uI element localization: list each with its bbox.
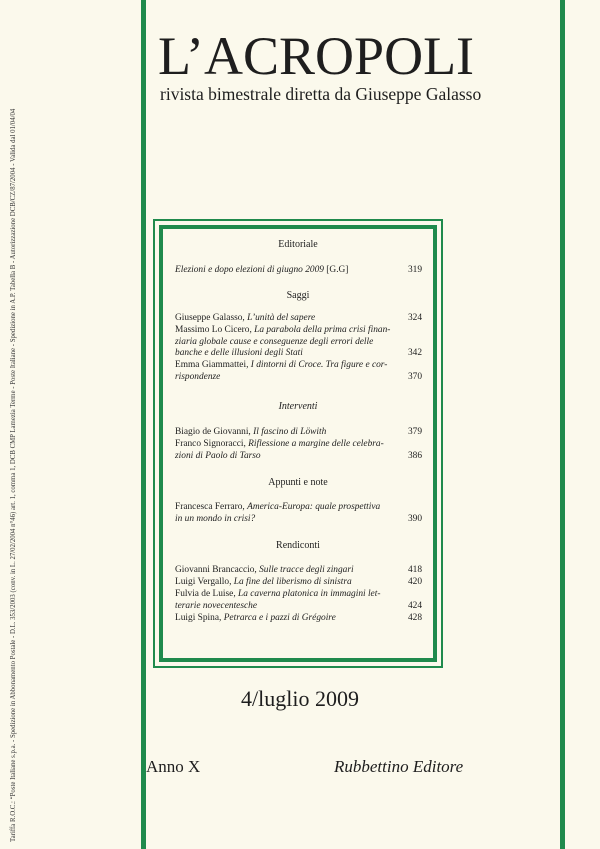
- page-number: 370: [407, 371, 422, 382]
- toc-entry: Fulvia de Luise, La caverna platonica in immagini let- terarie novecentesche 424: [175, 589, 422, 611]
- toc-entry: Francesca Ferraro, America-Europa: quale prospettiva in un mondo in crisi? 390: [175, 502, 422, 524]
- toc-entry: Emma Giammattei, I dintorni di Croce. Tra figure e cor- rispondenze 370: [175, 360, 422, 382]
- publisher-name: Rubbettino Editore: [334, 757, 464, 776]
- table-of-contents: [153, 219, 443, 668]
- page-number: 319: [407, 265, 422, 275]
- page-number: 428: [407, 613, 422, 623]
- section-appunti-e-note: Appunti e note: [268, 477, 328, 488]
- toc-entry: Franco Signoracci, Riflessione a margine delle celebra- zioni di Paolo di Tarso 386: [175, 439, 422, 461]
- page-number: 418: [407, 565, 422, 575]
- page-number: 386: [407, 450, 422, 461]
- page-number: 342: [407, 348, 422, 359]
- page-number: 420: [407, 577, 422, 587]
- section-editoriale: Editoriale: [278, 239, 318, 250]
- toc-inner-frame: [159, 225, 437, 662]
- page-number: 424: [407, 600, 422, 611]
- toc-entry: Elezioni e dopo elezioni di giugno 2009 [G.G] 319: [175, 265, 422, 275]
- page-number: 324: [407, 313, 422, 323]
- journal-subtitle: rivista bimestrale diretta da Giuseppe Galasso: [160, 84, 482, 104]
- journal-title: L’ACROPOLI: [158, 26, 475, 86]
- toc-entry: Giovanni Brancaccio, Sulle tracce degli zingari 418: [175, 565, 422, 575]
- toc-entry: Luigi Spina, Petrarca e i pazzi di Grégoire 428: [175, 613, 422, 623]
- section-rendiconti: Rendiconti: [276, 540, 320, 551]
- section-interventi: Interventi: [278, 401, 318, 412]
- spine-postal-text: [8, 6, 22, 842]
- spine-text: Tariffa R.O.C.: “Poste Italiane s.p.a. - Spedizione in Abbonamento Postale - D.L. 353/2003 (conv. in L. 27/02/2004 n°46) art. 1, comma 1, DCB CMP Lamezia Terme - Poste Italiane - Spedizione in A.P. Tabella B - Autorizzazione DCB/CZ/87/2004 - Valida dal 01/04/04: [10, 108, 17, 842]
- toc-entry: Biagio de Giovanni, Il fascino di Löwith 379: [175, 427, 422, 437]
- toc-entry: Giuseppe Galasso, L’unità del sapere 324: [175, 313, 422, 323]
- toc-entry: Luigi Vergallo, La fine del liberismo di sinistra 420: [175, 577, 422, 587]
- page-number: 390: [407, 513, 422, 524]
- toc-entry: Massimo Lo Cicero, La parabola della prima crisi finan- ziaria globale cause e conseguenze degli errori delle banche e delle illusioni degli Stati 342: [175, 325, 422, 359]
- section-saggi: Saggi: [286, 290, 310, 301]
- volume-year: Anno X: [146, 757, 201, 776]
- page-number: 379: [407, 427, 422, 437]
